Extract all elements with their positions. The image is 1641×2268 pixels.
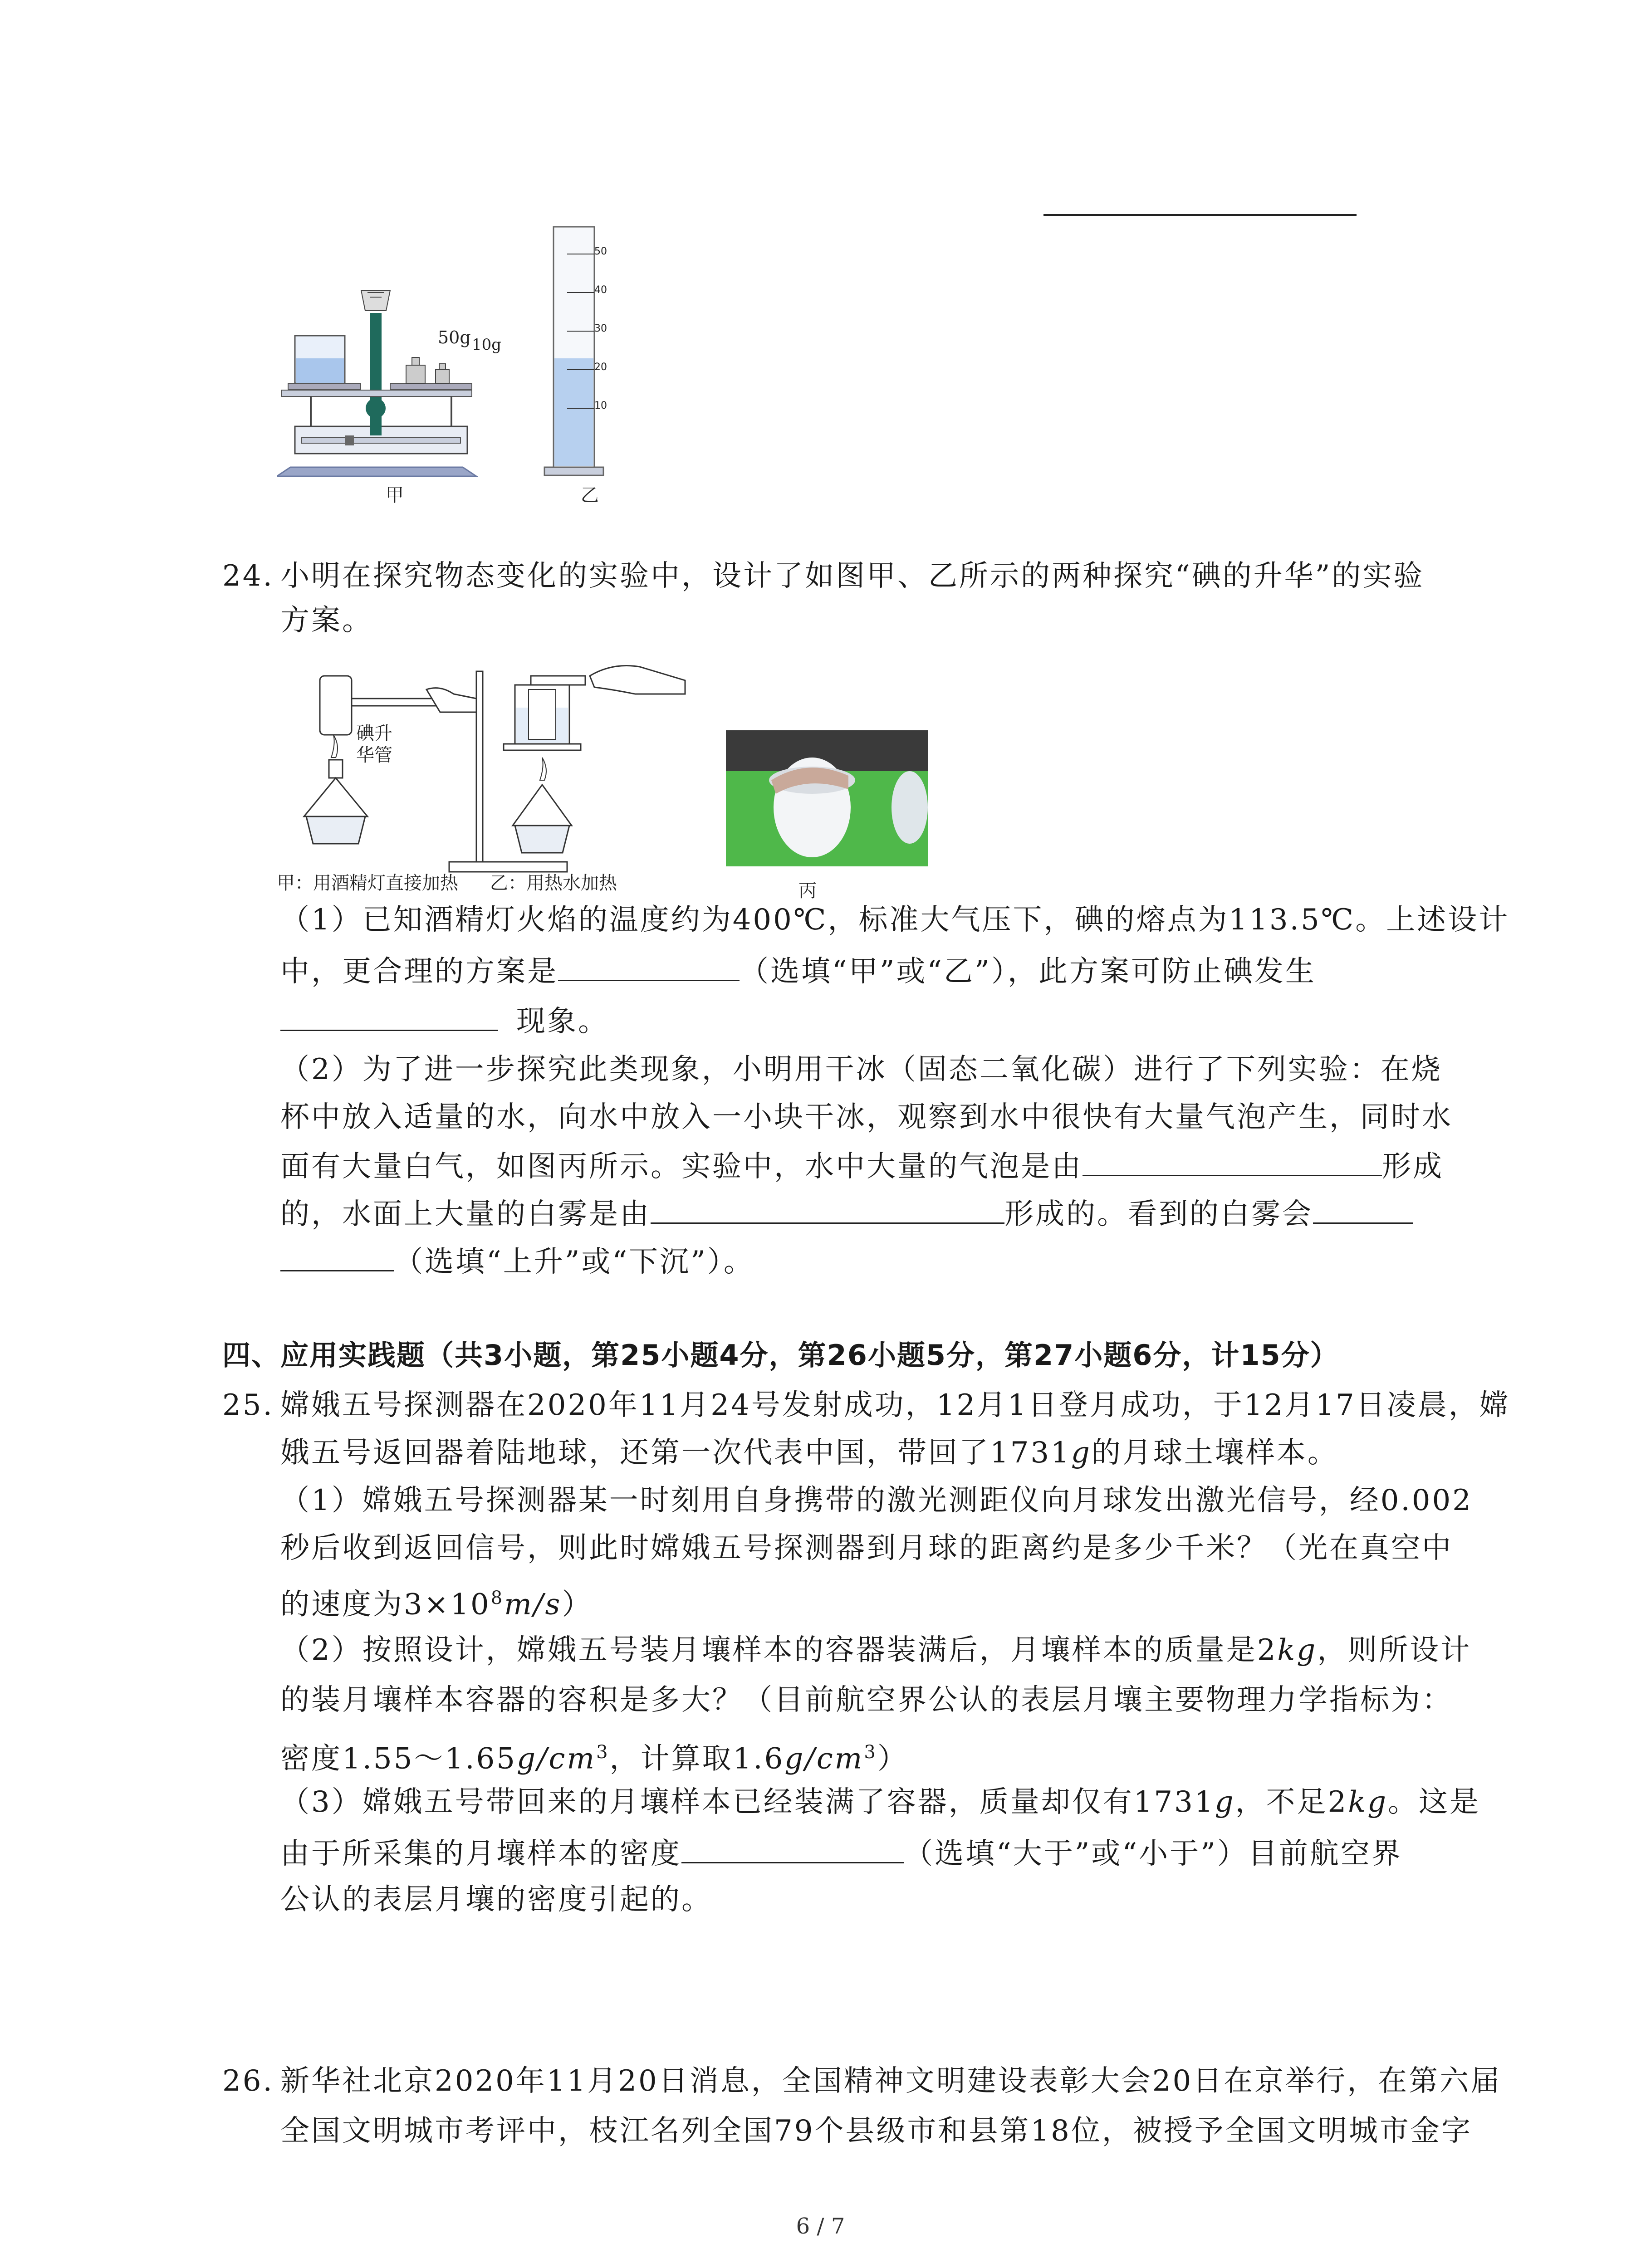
unit-kg: kg xyxy=(1348,1785,1388,1819)
q25-part3-line1-text-c: 。这是 xyxy=(1388,1785,1481,1819)
cylinder-tick-20: 20 xyxy=(594,362,607,373)
exponent-3: 3 xyxy=(596,1742,610,1763)
q24-stem-line2: 方案。 xyxy=(280,604,373,637)
answer-blank-q25-3[interactable] xyxy=(681,1830,904,1863)
figure-caption-bing: 丙 xyxy=(798,880,817,901)
answer-blank-q24-2a[interactable] xyxy=(1083,1143,1382,1176)
q26-number: 26. xyxy=(222,2064,274,2098)
q24-part2-line3-text-b: 形成 xyxy=(1382,1150,1444,1183)
answer-blank-q24-1b[interactable] xyxy=(280,998,498,1031)
q25-part3-line2-text-a: 由于所采集的月壤样本的密度 xyxy=(280,1837,681,1871)
q25-part1-line3-text-b: ） xyxy=(562,1588,593,1622)
q24-part2-line3 xyxy=(280,1143,1444,1188)
cylinder-tick-10: 10 xyxy=(594,400,607,411)
q25-part1-line2: 秒后收到返回信号，则此时嫦娥五号探测器到月球的距离约是多少千米？（光在真空中 xyxy=(280,1531,1453,1565)
q25-part2-line1-text-a: （2）按照设计，嫦娥五号装月壤样本的容器装满后，月壤样本的质量是2 xyxy=(280,1633,1278,1667)
q25-part3-line1 xyxy=(280,1780,1480,1824)
balance-and-cylinder-illustration xyxy=(277,213,640,503)
q25-part2-line1-text-b: ，则所设计 xyxy=(1317,1633,1472,1667)
q24-part2-line2: 杯中放入适量的水，向水中放入一小块干冰，观察到水中很快有大量气泡产生，同时水 xyxy=(280,1100,1453,1134)
q25-part3-line1-text-a: （3）嫦娥五号带回来的月壤样本已经装满了容器，质量却仅有1731 xyxy=(280,1785,1215,1819)
q24-part1-line2-text-a: 中，更合理的方案是 xyxy=(280,955,558,988)
q25-stem-line2-text-a: 娥五号返回器着陆地球，还第一次代表中国，带回了1731 xyxy=(280,1436,1071,1470)
q25-part2-line1 xyxy=(280,1628,1471,1672)
answer-blank-top xyxy=(1043,214,1357,216)
cylinder-tick-40: 40 xyxy=(594,284,607,296)
figure-caption-jia: 甲 xyxy=(386,485,404,506)
answer-blank-q24-2c-cont[interactable] xyxy=(280,1238,394,1271)
unit-g: g xyxy=(1071,1436,1092,1470)
unit-g: g xyxy=(1215,1785,1235,1819)
figure-caption-jia: 甲：用酒精灯直接加热 xyxy=(277,873,458,894)
q25-part3-line3: 公认的表层月壤的密度引起的。 xyxy=(280,1883,712,1916)
q26-stem-line2: 全国文明城市考评中，枝江名列全国79个县级市和县第18位，被授予全国文明城市金字 xyxy=(280,2114,1472,2148)
answer-blank-q24-1a[interactable] xyxy=(558,948,740,981)
q24-part2-line4-text-b: 形成的。看到的白雾会 xyxy=(1004,1198,1313,1231)
figure-iodine-sublimation xyxy=(277,644,930,901)
q25-part3-line2-text-b: （选填“大于”或“小于”）目前航空界 xyxy=(904,1837,1402,1871)
figure-balance-cylinder xyxy=(277,213,640,506)
q24-part1-line1: （1）已知酒精灯火焰的温度约为400℃，标准大气压下，碘的熔点为113.5℃。上述设计 xyxy=(280,903,1510,937)
unit-g-per-cm3: g/cm xyxy=(784,1742,864,1776)
section-4-heading: 四、应用实践题（共3小题，第25小题4分，第26小题5分，第27小题6分，计15分） xyxy=(222,1339,1339,1372)
tube-label-line2: 华管 xyxy=(356,745,392,766)
figure-caption-yi: 乙：用热水加热 xyxy=(490,873,617,894)
q24-part2-line4 xyxy=(280,1191,1413,1236)
q25-part2-line3-text-a: 密度1.55～1.65 xyxy=(280,1742,517,1776)
unit-g-per-cm3: g/cm xyxy=(517,1742,597,1776)
unit-m-per-s: m/s xyxy=(504,1588,562,1622)
q25-stem-line2-text-b: 的月球土壤样本。 xyxy=(1091,1436,1338,1470)
q25-part2-line2: 的装月壤样本容器的容积是多大？（目前航空界公认的表层月壤主要物理力学指标为： xyxy=(280,1683,1453,1717)
q24-part2-line5 xyxy=(280,1238,754,1284)
tube-label-line1: 碘升 xyxy=(356,723,392,744)
q24-part1-line2-text-b: （选填“甲”或“乙”），此方案可防止碘发生 xyxy=(740,955,1316,988)
weight-label-50g: 50g xyxy=(438,327,471,347)
exponent-3: 3 xyxy=(864,1742,877,1763)
q24-part1-line2 xyxy=(280,948,1316,993)
cylinder-tick-30: 30 xyxy=(594,323,607,334)
q24-part2-line5-text: （选填“上升”或“下沉”）。 xyxy=(394,1245,754,1279)
answer-blank-q24-2b[interactable] xyxy=(651,1191,1004,1224)
figure-caption-yi: 乙 xyxy=(581,485,599,506)
q25-number: 25. xyxy=(222,1388,274,1422)
iodine-experiment-illustration xyxy=(277,644,930,898)
page-number: 6 / 7 xyxy=(796,2214,845,2239)
q24-part2-line1: （2）为了进一步探究此类现象，小明用干冰（固态二氧化碳）进行了下列实验：在烧 xyxy=(280,1053,1442,1086)
q24-part2-line3-text-a: 面有大量白气，如图丙所示。实验中，水中大量的气泡是由 xyxy=(280,1150,1083,1183)
q24-part2-line4-text-a: 的，水面上大量的白雾是由 xyxy=(280,1198,651,1231)
q24-part1-line3-text: 现象。 xyxy=(516,1005,609,1038)
q25-stem-line1: 嫦娥五号探测器在2020年11月24号发射成功，12月1日登月成功，于12月17日凌晨，嫦 xyxy=(280,1388,1510,1422)
q25-part1-line3-text-a: 的速度为3×10 xyxy=(280,1588,491,1622)
q24-part1-line3 xyxy=(280,998,609,1043)
q24-number: 24. xyxy=(222,559,274,593)
cylinder-tick-50: 50 xyxy=(594,246,607,257)
q25-part1-line3 xyxy=(280,1576,593,1626)
q25-part3-line1-text-b: ，不足2 xyxy=(1235,1785,1348,1819)
q25-part1-line1: （1）嫦娥五号探测器某一时刻用自身携带的激光测距仪向月球发出激光信号，经0.002 xyxy=(280,1484,1473,1517)
answer-blank-q24-2c[interactable] xyxy=(1313,1191,1413,1224)
q25-part2-line3 xyxy=(280,1730,908,1780)
q25-part2-line3-text-b: ，计算取1.6 xyxy=(609,1742,785,1776)
exponent-8: 8 xyxy=(490,1588,505,1608)
weight-label-10g: 10g xyxy=(472,336,502,354)
q24-stem-line1: 小明在探究物态变化的实验中，设计了如图甲、乙所示的两种探究“碘的升华”的实验 xyxy=(280,559,1425,593)
unit-kg: kg xyxy=(1277,1633,1318,1667)
q25-stem-line2 xyxy=(280,1431,1338,1475)
q26-stem-line1: 新华社北京2020年11月20日消息，全国精神文明建设表彰大会20日在京举行，在第六届 xyxy=(280,2064,1502,2098)
q25-part3-line2 xyxy=(280,1830,1402,1876)
q25-part2-line3-text-c: ） xyxy=(877,1742,908,1776)
